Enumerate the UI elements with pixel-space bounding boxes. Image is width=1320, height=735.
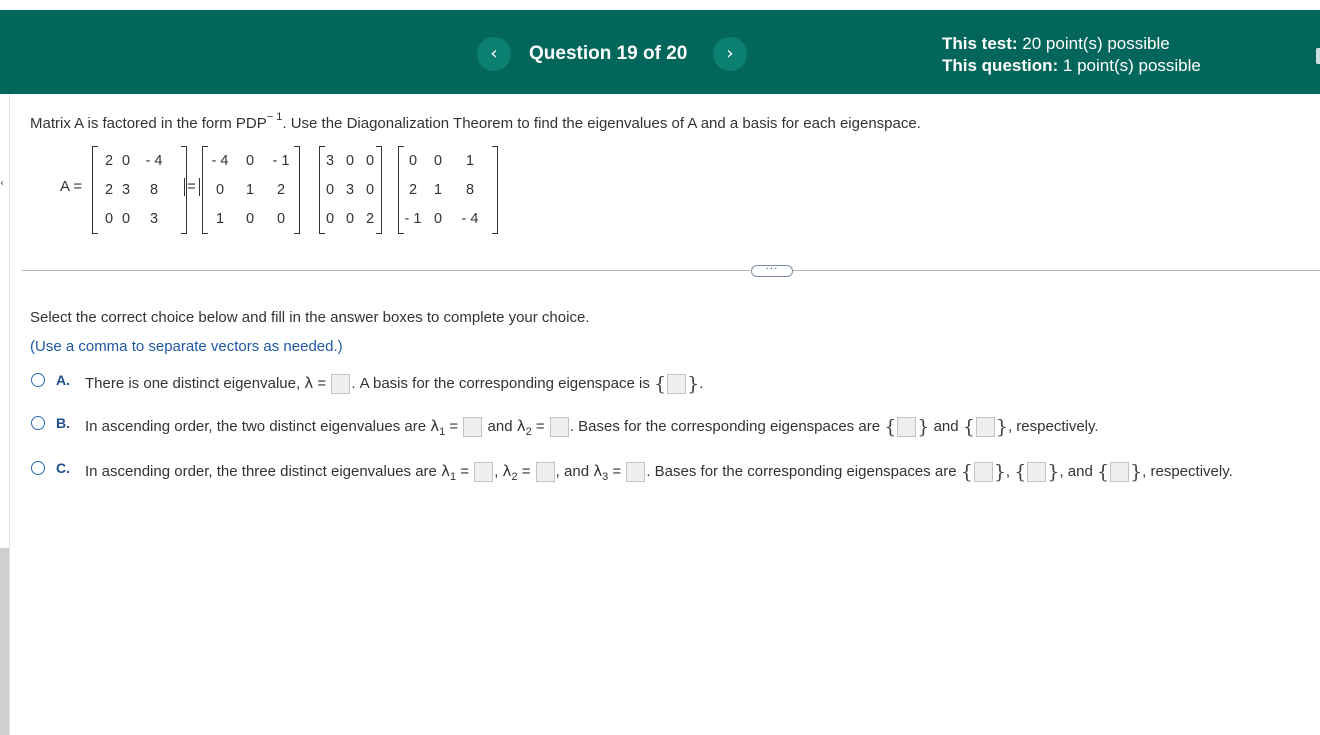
test-points-label: This test: bbox=[942, 34, 1018, 53]
expand-more-button[interactable]: ··· bbox=[751, 265, 793, 277]
matrix-cell: 2 bbox=[104, 152, 114, 169]
open-brace: { bbox=[960, 461, 973, 483]
matrix-cell: - 4 bbox=[461, 210, 479, 227]
matrix-cell: 8 bbox=[465, 181, 475, 198]
next-question-button[interactable]: › bbox=[713, 37, 747, 71]
matrix-cell: - 1 bbox=[272, 152, 290, 169]
matrix-cell: 3 bbox=[325, 152, 335, 169]
divider bbox=[22, 270, 750, 271]
problem-text-2: . Use the Diagonalization Theorem to find the eigenvalues of A and a basis for each eigenspace. bbox=[282, 115, 921, 132]
inverse-superscript: − 1 bbox=[266, 111, 283, 123]
matrix-cell: 0 bbox=[325, 210, 335, 227]
matrix-cell: 0 bbox=[433, 210, 443, 227]
matrix-cell: 0 bbox=[433, 152, 443, 169]
matrix-cell: - 1 bbox=[404, 210, 422, 227]
matrix-p bbox=[202, 146, 300, 234]
matrix-cell: 1 bbox=[465, 152, 475, 169]
subscript: 2 bbox=[525, 425, 532, 438]
question-title: Question 19 of 20 bbox=[529, 43, 688, 64]
choice-b-text bbox=[85, 416, 1099, 438]
eigenspace2-basis-input[interactable] bbox=[1027, 462, 1046, 482]
question-header bbox=[0, 10, 1320, 94]
choice-c-text-2: . Bases for the corresponding eigenspaces are bbox=[646, 462, 957, 480]
matrix-cell: 0 bbox=[104, 210, 114, 227]
eigenspace1-basis-input[interactable] bbox=[897, 417, 916, 437]
close-brace: } bbox=[687, 373, 700, 395]
equals-text: = bbox=[517, 462, 531, 480]
matrix-cell: 3 bbox=[345, 181, 355, 198]
choice-c-text-1: In ascending order, the three distinct eigenvalues are bbox=[85, 462, 437, 480]
equals-text: = bbox=[608, 462, 622, 480]
question-points-value: 1 point(s) possible bbox=[1062, 56, 1201, 75]
instructions: Select the correct choice below and fill in the answer boxes to complete your choice. bbox=[30, 309, 590, 326]
side-panel-handle[interactable] bbox=[1316, 48, 1320, 64]
divider bbox=[793, 270, 1320, 271]
subscript: 3 bbox=[602, 470, 609, 483]
matrix-cell: 0 bbox=[121, 152, 131, 169]
open-brace: { bbox=[1014, 461, 1027, 483]
lambda-symbol: λ bbox=[304, 373, 314, 392]
problem-statement bbox=[30, 113, 921, 132]
comma: , bbox=[494, 462, 499, 480]
choice-a-radio[interactable] bbox=[31, 373, 45, 387]
open-brace: { bbox=[1096, 461, 1110, 483]
matrix-cell: 3 bbox=[121, 181, 131, 198]
matrix-cell: 2 bbox=[104, 181, 114, 198]
and-text: and bbox=[487, 417, 513, 435]
matrix-cell: 2 bbox=[276, 181, 286, 198]
matrix-cell: 0 bbox=[215, 181, 225, 198]
matrix-cell: 2 bbox=[408, 181, 418, 198]
comma: , bbox=[1005, 462, 1011, 480]
matrix-d bbox=[319, 146, 382, 234]
matrix-cell: 8 bbox=[149, 181, 159, 198]
eigenvalue-input[interactable] bbox=[331, 374, 350, 394]
and-text: and bbox=[933, 417, 959, 435]
left-scrollbar[interactable] bbox=[0, 548, 9, 735]
and-text: , and bbox=[555, 462, 590, 480]
lambda2-input[interactable] bbox=[536, 462, 555, 482]
matrix-a-label: A = bbox=[60, 178, 83, 195]
problem-text-1: Matrix A is factored in the form PDP bbox=[30, 115, 267, 132]
lambda-symbol: λ bbox=[441, 461, 450, 480]
choice-c-letter: C. bbox=[56, 460, 70, 476]
previous-question-button[interactable]: ‹ bbox=[477, 37, 511, 71]
equals-sign: = bbox=[187, 178, 196, 195]
close-brace: } bbox=[1047, 461, 1060, 483]
and-text: , and bbox=[1059, 462, 1093, 480]
matrix-cell: 0 bbox=[365, 152, 375, 169]
eigenspace3-basis-input[interactable] bbox=[1110, 462, 1129, 482]
subscript: 1 bbox=[439, 425, 446, 438]
matrix-a bbox=[92, 146, 187, 234]
matrix-cell: - 4 bbox=[145, 152, 163, 169]
choice-a-text bbox=[85, 373, 703, 395]
open-brace: { bbox=[962, 416, 975, 438]
question-points-label: This question: bbox=[942, 56, 1059, 75]
choice-b-letter: B. bbox=[56, 415, 70, 431]
left-border bbox=[9, 94, 10, 735]
subscript: 2 bbox=[511, 470, 518, 483]
matrix-cell: 1 bbox=[433, 181, 443, 198]
close-brace: } bbox=[1130, 461, 1143, 483]
matrix-cell: 0 bbox=[121, 210, 131, 227]
choice-a-text-1: There is one distinct eigenvalue, bbox=[85, 374, 301, 392]
matrix-cell: 0 bbox=[245, 152, 255, 169]
lambda-symbol: λ bbox=[502, 461, 512, 480]
respectively-text: , respectively. bbox=[1142, 462, 1233, 480]
matrix-cell: 0 bbox=[365, 181, 375, 198]
matrix-cell: 1 bbox=[245, 181, 255, 198]
equals-text: = bbox=[445, 417, 459, 435]
open-brace: { bbox=[884, 416, 897, 438]
choice-b-text-2: . Bases for the corresponding eigenspaces are bbox=[569, 417, 881, 435]
lambda1-input[interactable] bbox=[474, 462, 493, 482]
matrix-cell: 0 bbox=[276, 210, 286, 227]
choice-c-text bbox=[85, 461, 1233, 483]
lambda-symbol: λ bbox=[593, 461, 603, 480]
choice-b-radio[interactable] bbox=[31, 416, 45, 430]
top-strip bbox=[0, 0, 1320, 10]
close-brace: } bbox=[995, 416, 1008, 438]
choice-c-radio[interactable] bbox=[31, 461, 45, 475]
choice-b-text-1: In ascending order, the two distinct eigenvalues are bbox=[85, 417, 427, 435]
period: . bbox=[699, 374, 704, 392]
lambda3-input[interactable] bbox=[626, 462, 645, 482]
equals-text: = bbox=[531, 417, 545, 435]
lambda-symbol: λ bbox=[516, 416, 526, 435]
test-points-value: 20 point(s) possible bbox=[1022, 34, 1170, 53]
choice-a-letter: A. bbox=[56, 372, 70, 388]
hint-text: (Use a comma to separate vectors as needed.) bbox=[30, 338, 343, 355]
collapse-caret-icon[interactable]: ‹ bbox=[0, 178, 4, 189]
lambda2-input[interactable] bbox=[550, 417, 569, 437]
matrix-cell: 2 bbox=[365, 210, 375, 227]
eigenspace1-basis-input[interactable] bbox=[974, 462, 993, 482]
matrix-cell: 0 bbox=[325, 181, 335, 198]
subscript: 1 bbox=[449, 470, 457, 483]
lambda-symbol: λ bbox=[430, 416, 440, 435]
equals-box bbox=[184, 178, 200, 196]
matrix-p-inverse bbox=[398, 146, 498, 234]
eigenspace-basis-input[interactable] bbox=[667, 374, 686, 394]
equals-text: = bbox=[456, 462, 470, 480]
matrix-cell: 0 bbox=[408, 152, 418, 169]
eigenspace2-basis-input[interactable] bbox=[976, 417, 995, 437]
equals-text: = bbox=[313, 374, 327, 392]
respectively-text: , respectively. bbox=[1007, 417, 1099, 435]
points-info bbox=[942, 33, 1201, 77]
open-brace: { bbox=[654, 373, 667, 395]
close-brace: } bbox=[917, 416, 930, 438]
matrix-cell: 3 bbox=[149, 210, 159, 227]
choice-a-text-2: . A basis for the corresponding eigenspace is bbox=[351, 374, 650, 392]
matrix-cell: 0 bbox=[245, 210, 255, 227]
matrix-cell: 0 bbox=[345, 210, 355, 227]
matrix-cell: 0 bbox=[345, 152, 355, 169]
matrix-cell: 1 bbox=[215, 210, 225, 227]
matrix-cell: - 4 bbox=[211, 152, 229, 169]
lambda1-input[interactable] bbox=[463, 417, 482, 437]
close-brace: } bbox=[993, 461, 1006, 483]
